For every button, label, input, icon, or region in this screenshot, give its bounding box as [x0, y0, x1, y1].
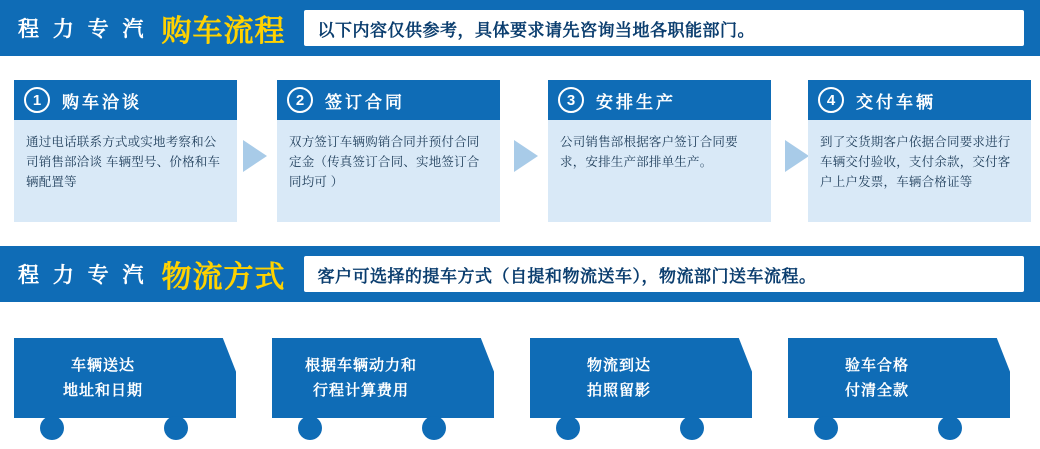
truck-card-3[interactable]	[530, 330, 752, 449]
truck-cargo-2	[272, 338, 450, 418]
truck-label-1-line1: 车辆送达	[70, 357, 135, 374]
step-number-2: 2	[287, 87, 313, 113]
truck-wheel-icon-4a	[814, 416, 838, 440]
arrow-icon-3	[785, 140, 809, 172]
truck-wheel-icon-3b	[680, 416, 704, 440]
truck-cargo-3	[530, 338, 708, 418]
step-title-3: 安排生产	[596, 92, 676, 112]
step-card-2-header	[277, 80, 500, 120]
section-title-logistics: 物流方式	[161, 261, 286, 294]
truck-card-2[interactable]	[272, 330, 494, 449]
step-body-4: 到了交货期客户依据合同要求进行车辆交付验收，支付余款，交付客户上户发票，车辆合格证等	[820, 135, 1011, 189]
step-title-4: 交付车辆	[856, 92, 936, 112]
truck-label-4-line2: 付清全款	[844, 382, 909, 399]
step-title-2: 签订合同	[325, 92, 405, 112]
truck-label-4-line1: 验车合格	[844, 357, 909, 374]
step-body-1: 通过电话联系方式或实地考察和公司销售部洽谈 车辆型号、价格和车辆配置等	[26, 135, 221, 189]
truck-label-3-line2: 拍照留影	[586, 382, 651, 399]
section-title-purchase: 购车流程	[161, 15, 286, 48]
brand-label-1: 程 力 专 汽	[18, 18, 148, 41]
purchase-process-note: 以下内容仅供参考，具体要求请先咨询当地各职能部门。	[304, 10, 1024, 46]
brand-label-2: 程 力 专 汽	[18, 264, 148, 287]
truck-wheel-icon-3a	[556, 416, 580, 440]
truck-wheel-icon-1a	[40, 416, 64, 440]
arrow-icon-1	[243, 140, 267, 172]
truck-wheel-icon-4b	[938, 416, 962, 440]
truck-label-2-line2: 行程计算费用	[312, 382, 409, 399]
truck-card-1[interactable]	[14, 330, 236, 449]
truck-label-2-line1: 根据车辆动力和	[304, 357, 417, 374]
purchase-process-header	[0, 0, 1040, 56]
truck-wheel-icon-2b	[422, 416, 446, 440]
logistics-note: 客户可选择的提车方式（自提和物流送车），物流部门送车流程。	[304, 256, 1024, 292]
truck-cab-icon-1	[192, 338, 236, 418]
step-card-1-header	[14, 80, 237, 120]
step-body-2: 双方签订车辆购销合同并预付合同定金（传真签订合同、实地签订合同均可 ）	[289, 135, 480, 189]
step-card-3[interactable]	[548, 80, 771, 222]
truck-label-1-line2: 地址和日期	[62, 382, 143, 399]
step-card-4[interactable]	[808, 80, 1031, 222]
step-card-4-header	[808, 80, 1031, 120]
truck-cab-icon-4	[966, 338, 1010, 418]
truck-cargo-4	[788, 338, 966, 418]
step-number-4: 4	[818, 87, 844, 113]
step-number-1: 1	[24, 87, 50, 113]
step-card-1[interactable]	[14, 80, 237, 222]
step-number-3: 3	[558, 87, 584, 113]
step-card-3-header	[548, 80, 771, 120]
truck-cargo-1	[14, 338, 192, 418]
step-body-3: 公司销售部根据客户签订合同要求，安排生产部排单生产。	[560, 135, 738, 169]
logistics-header	[0, 246, 1040, 302]
purchase-steps	[0, 80, 1040, 225]
step-card-2[interactable]	[277, 80, 500, 222]
truck-cab-icon-2	[450, 338, 494, 418]
arrow-icon-2	[514, 140, 538, 172]
step-title-1: 购车洽谈	[62, 92, 142, 112]
truck-label-3-line1: 物流到达	[586, 357, 651, 374]
truck-wheel-icon-2a	[298, 416, 322, 440]
logistics-steps	[0, 330, 1040, 449]
truck-wheel-icon-1b	[164, 416, 188, 440]
truck-card-4[interactable]	[788, 330, 1010, 449]
truck-cab-icon-3	[708, 338, 752, 418]
